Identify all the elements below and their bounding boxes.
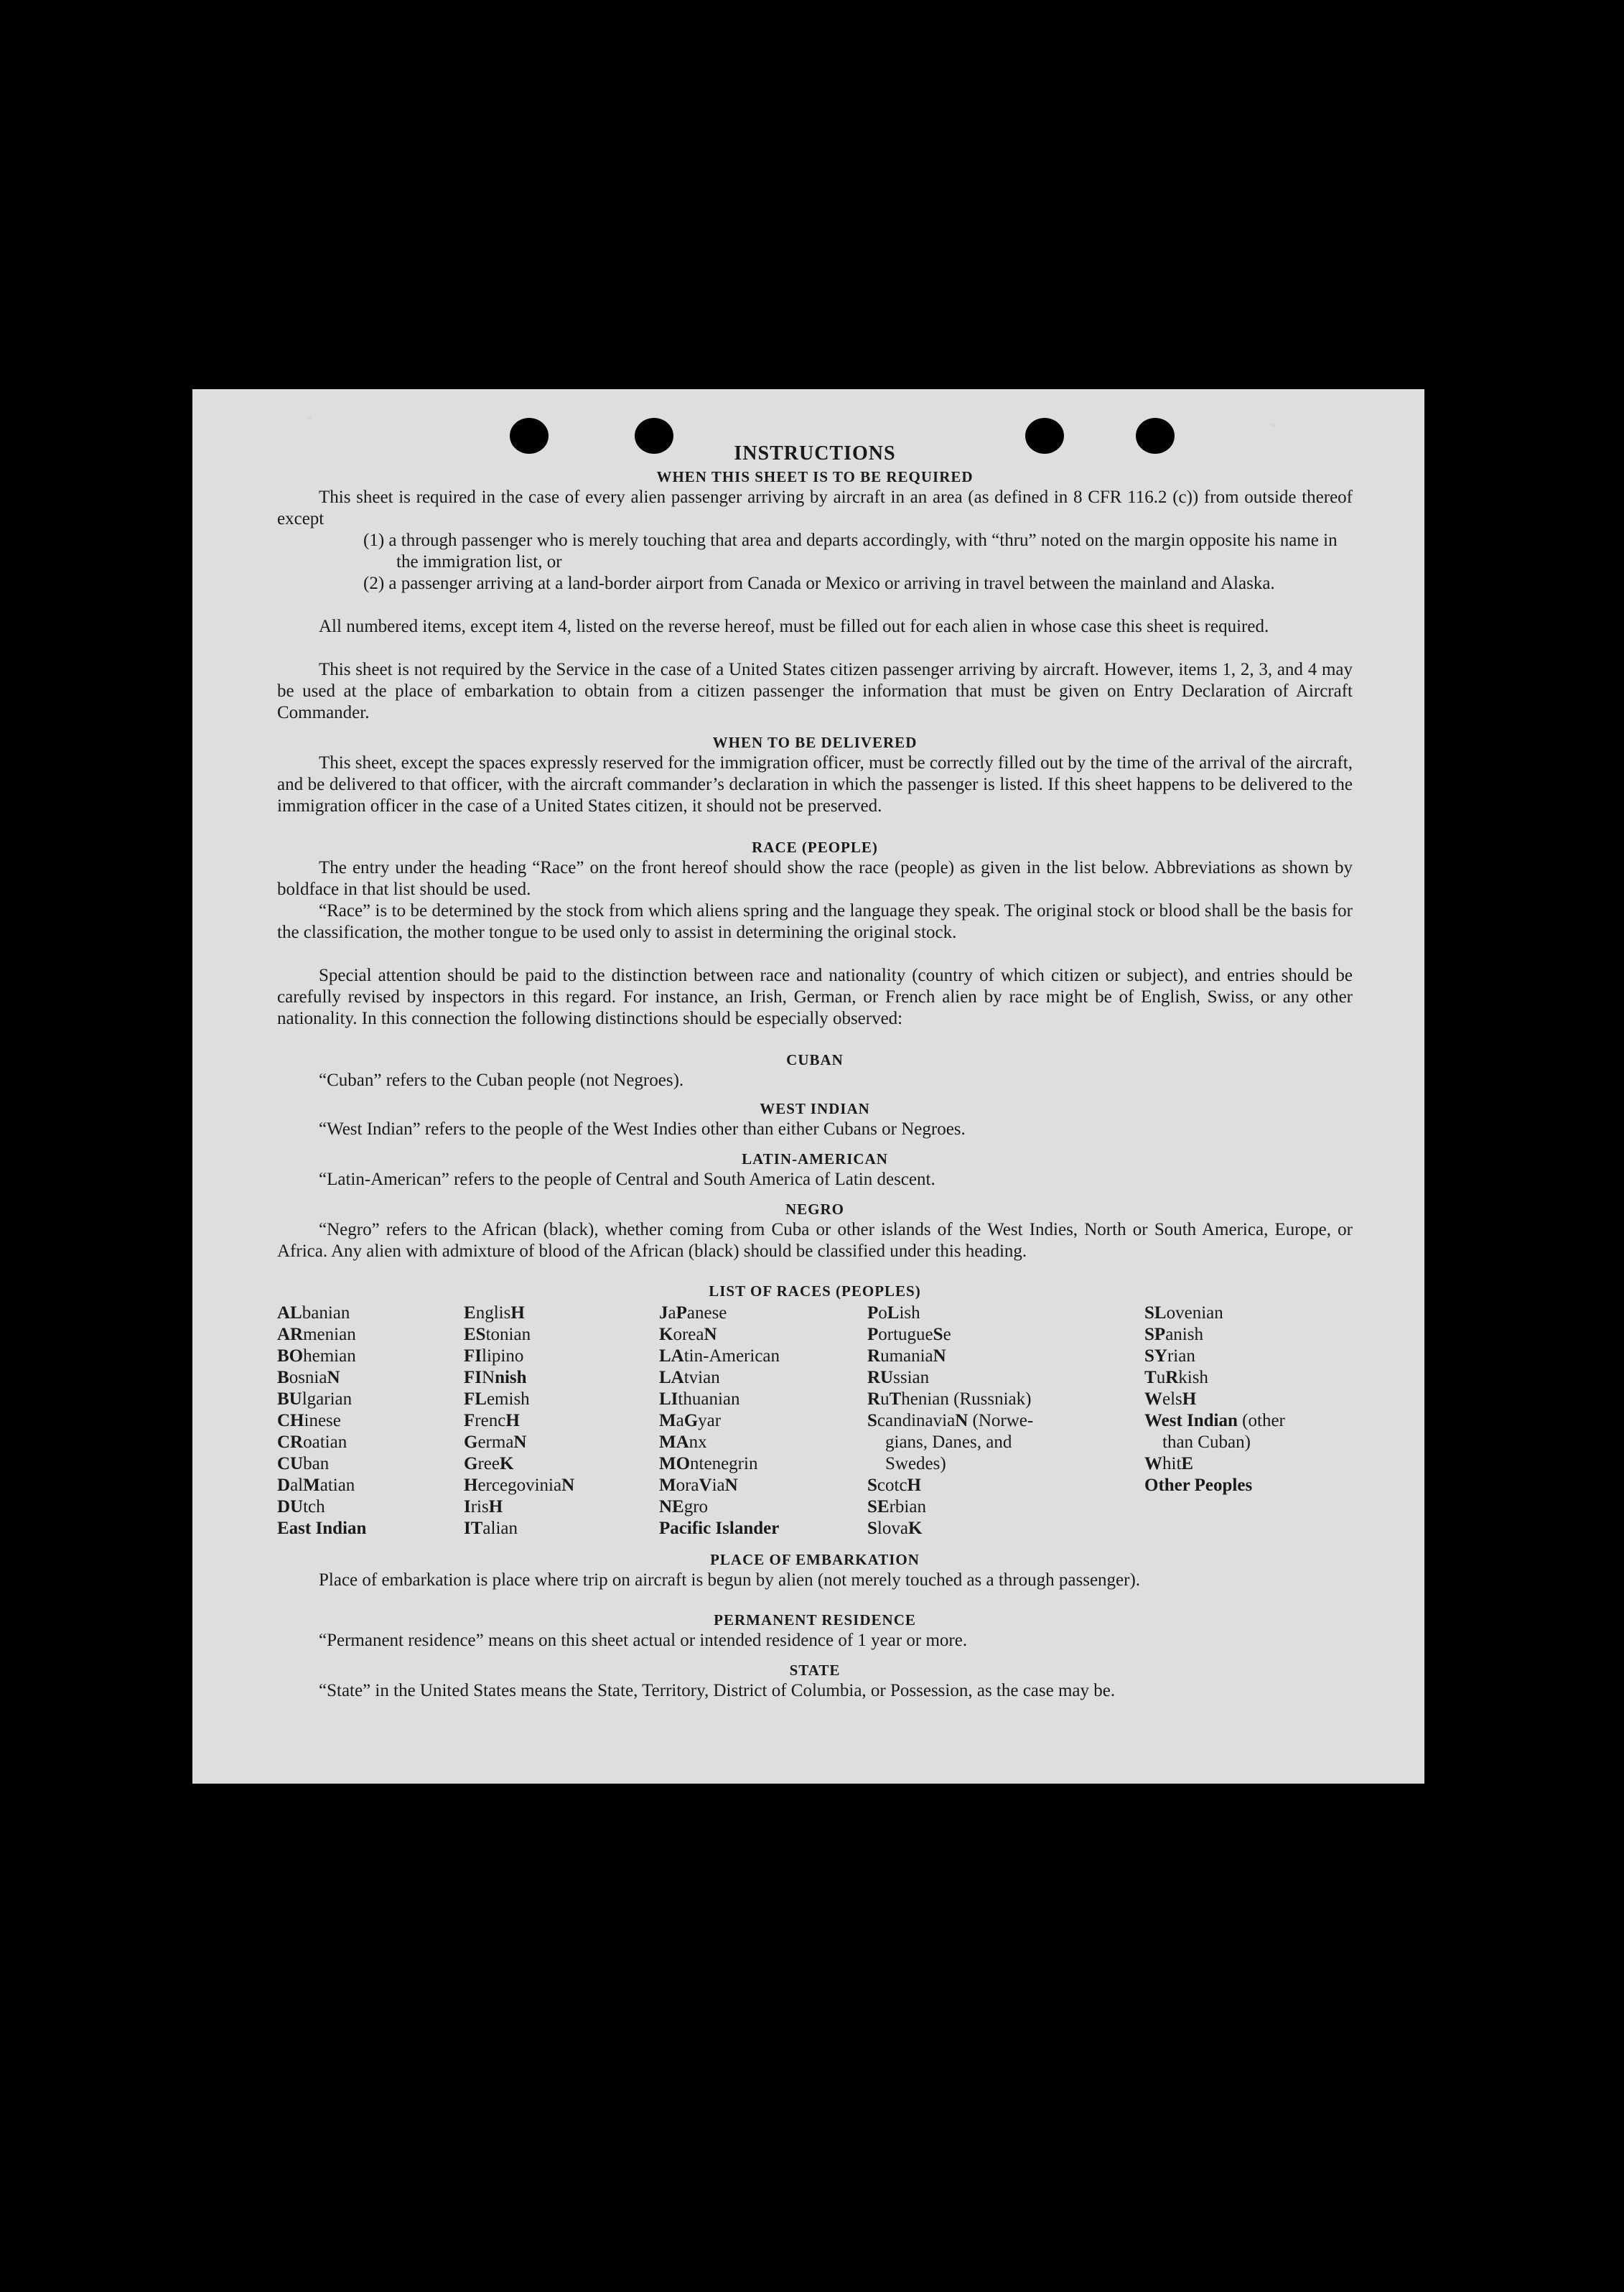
race-entry: [867, 1410, 1033, 1432]
race-abbreviation: K: [659, 1325, 673, 1344]
race-abbreviation: G: [464, 1454, 478, 1473]
race-abbreviation: G: [464, 1432, 478, 1452]
race-entry: [659, 1346, 780, 1367]
race-text: u: [880, 1389, 890, 1409]
permanent-residence-text: “Permanent residence” means on this sheet actual or intended residence of 1 year or more.: [319, 1631, 968, 1650]
race-text: umania: [880, 1346, 933, 1366]
race-abbreviation: R: [1165, 1368, 1179, 1387]
race-text: ercegovinia: [477, 1476, 562, 1495]
races-column-2: [464, 1303, 574, 1539]
race-text: candinavia: [877, 1411, 956, 1430]
race-abbreviation: H: [510, 1303, 525, 1323]
race-entry: [277, 1389, 366, 1410]
west-indian-text: “West Indian” refers to the people of the West Indies other than either Cubans or Negroes.: [319, 1119, 966, 1139]
race-entry: [464, 1324, 574, 1346]
race-abbreviation: RU: [867, 1368, 894, 1387]
race-entry: [867, 1432, 1033, 1453]
race-entry: [277, 1346, 366, 1367]
race-entry: [867, 1324, 1033, 1346]
race-text: (other: [1237, 1411, 1285, 1430]
race-text: nx: [689, 1432, 707, 1452]
race-abbreviation: N: [933, 1346, 946, 1366]
race-text: menian: [303, 1325, 356, 1344]
race-entry: [659, 1410, 780, 1432]
race-text: inese: [304, 1411, 341, 1430]
race-entry: [867, 1303, 1033, 1324]
race-abbreviation: H: [464, 1476, 478, 1495]
race-text: erma: [477, 1432, 514, 1452]
race-entry: [464, 1367, 574, 1389]
race-abbreviation: BO: [277, 1346, 304, 1366]
races-column-5: [1144, 1303, 1285, 1496]
race-abbreviation: G: [683, 1411, 699, 1430]
race-text: lova: [877, 1519, 908, 1538]
race-text: nglis: [475, 1303, 511, 1323]
race-text: osnia: [289, 1368, 327, 1387]
race-paragraph-3: Special attention should be paid to the distinction between race and nationality (country of which citizen or subject), and entries should be carefully revised by inspectors in this regard. For instance, an Irish, German, or French alien by race might be of English, Swiss, or any other nationality. In this connection the following distinctions should be especially observed:: [277, 966, 1353, 1028]
embarkation-text: Place of embarkation is place where trip on aircraft is begun by alien (not merely touched as a through passenger).: [319, 1570, 1141, 1590]
race-text: hemian: [303, 1346, 356, 1366]
race-text: ntenegrin: [690, 1454, 758, 1473]
race-abbreviation: P: [676, 1303, 687, 1323]
race-abbreviation: AR: [277, 1325, 304, 1344]
race-entry: [867, 1453, 1033, 1475]
race-entry: [464, 1346, 574, 1367]
race-entry: [659, 1367, 780, 1389]
heading-race: RACE (PEOPLE): [752, 839, 878, 856]
race-entry: [277, 1432, 366, 1453]
race-text: ssian: [893, 1368, 930, 1387]
race-entry: [1144, 1475, 1285, 1496]
race-abbreviation: K: [907, 1519, 923, 1538]
race-entry: [1144, 1324, 1285, 1346]
race-entry: [1144, 1389, 1285, 1410]
race-entry: [1144, 1303, 1285, 1324]
race-entry: [659, 1453, 780, 1475]
race-entry: [277, 1410, 366, 1432]
when-required-intro: This sheet is required in the case of every alien passenger arriving by aircraft in an area (as defined in 8 CFR 116.2 (c)) from outside thereof except: [277, 488, 1353, 528]
race-abbreviation: AL: [277, 1303, 302, 1323]
race-abbreviation: E: [1181, 1454, 1194, 1473]
heading-cuban: CUBAN: [786, 1051, 844, 1068]
race-entry: [659, 1432, 780, 1453]
race-text: lgarian: [302, 1389, 353, 1409]
race-abbreviation: SL: [1144, 1303, 1167, 1323]
race-abbreviation: NE: [659, 1497, 684, 1517]
races-column-1: [277, 1303, 366, 1539]
race-paragraph-2: “Race” is to be determined by the stock from which aliens spring and the language they speak. The original stock or blood shall be the basis for the classification, the mother tongue to be used only to assist in determining the original stock.: [277, 901, 1353, 942]
heading-when-required: WHEN THIS SHEET IS TO BE REQUIRED: [656, 468, 974, 485]
race-abbreviation: T: [889, 1389, 902, 1409]
race-entry: [277, 1303, 366, 1324]
citizen-paragraph: This sheet is not required by the Service in the case of a United States citizen passenger arriving by aircraft. However, items 1, 2, 3, and 4 may be used at the place of embarkation to obtain from a citizen passenger the information that must be given on Entry Declaration of Aircraft Commander.: [277, 660, 1353, 722]
race-entry: [464, 1475, 574, 1496]
race-text: gro: [683, 1497, 709, 1517]
race-entry: [659, 1324, 780, 1346]
race-entry: [659, 1303, 780, 1324]
race-text: atian: [319, 1476, 355, 1495]
heading-west-indian: WEST INDIAN: [760, 1100, 870, 1117]
race-text: tin-American: [683, 1346, 780, 1366]
race-text: anese: [686, 1303, 727, 1323]
race-entry: [277, 1453, 366, 1475]
race-entry: [464, 1410, 574, 1432]
race-entry: [1144, 1410, 1285, 1432]
race-abbreviation: N: [513, 1432, 527, 1452]
race-entry: [277, 1496, 366, 1518]
race-text: cotc: [877, 1476, 907, 1495]
race-abbreviation: M: [303, 1476, 320, 1495]
race-abbreviation: CU: [277, 1454, 304, 1473]
race-abbreviation: Other Peoples: [1144, 1476, 1253, 1495]
race-text: N: [482, 1368, 495, 1387]
race-text: orea: [673, 1325, 704, 1344]
race-text: Swedes): [867, 1454, 946, 1473]
race-entry: [867, 1475, 1033, 1496]
race-text: els: [1162, 1389, 1182, 1409]
race-abbreviation: East Indian: [277, 1519, 367, 1538]
race-abbreviation: BU: [277, 1389, 302, 1409]
race-entry: [464, 1496, 574, 1518]
scan-mark: [307, 416, 312, 420]
race-entry: [1144, 1346, 1285, 1367]
race-text: alian: [482, 1519, 518, 1538]
race-text: u: [1156, 1368, 1166, 1387]
race-text: rbian: [889, 1497, 926, 1517]
race-text: a: [676, 1411, 684, 1430]
race-text: ban: [303, 1454, 330, 1473]
race-text: tvian: [683, 1368, 720, 1387]
race-text: anish: [1165, 1325, 1203, 1344]
race-entry: [464, 1389, 574, 1410]
race-abbreviation: N: [724, 1476, 738, 1495]
race-text: (Norwe-: [968, 1411, 1034, 1430]
race-text: ris: [470, 1497, 489, 1517]
race-entry: [1144, 1432, 1285, 1453]
race-abbreviation: P: [867, 1303, 879, 1323]
race-abbreviation: L: [887, 1303, 900, 1323]
race-text: e: [943, 1325, 951, 1344]
race-entry: [464, 1303, 574, 1324]
race-text: kish: [1178, 1368, 1208, 1387]
race-abbreviation: V: [699, 1476, 712, 1495]
when-delivered-text: This sheet, except the spaces expressly reserved for the immigration officer, must be correctly filled out by the time of the arrival of the aircraft, and be delivered to that officer, with the aircraft commander’s declaration in which the passenger is listed. If this sheet happens to be delivered to the immigration officer in the case of a United States citizen, it should not be preserved.: [277, 753, 1353, 816]
race-abbreviation: S: [933, 1325, 943, 1344]
race-abbreviation: S: [867, 1476, 877, 1495]
race-text: lipino: [482, 1346, 524, 1366]
race-text: emish: [486, 1389, 530, 1409]
race-abbreviation: H: [907, 1476, 921, 1495]
race-entry: [867, 1518, 1033, 1539]
race-text: ora: [676, 1476, 699, 1495]
race-abbreviation: SP: [1144, 1325, 1166, 1344]
numbered-items-paragraph: All numbered items, except item 4, listed on the reverse hereof, must be filled out for each alien in whose case this sheet is required.: [319, 617, 1269, 636]
race-text: tch: [303, 1497, 325, 1517]
race-abbreviation: W: [1144, 1454, 1162, 1473]
race-entry: [1144, 1367, 1285, 1389]
race-abbreviation: West Indian: [1144, 1411, 1238, 1430]
race-text: rian: [1167, 1346, 1195, 1366]
race-abbreviation: I: [464, 1497, 471, 1517]
heading-negro: NEGRO: [785, 1201, 844, 1218]
race-entry: [659, 1518, 780, 1539]
race-text: yar: [698, 1411, 722, 1430]
race-text: o: [878, 1303, 887, 1323]
races-column-3: [659, 1303, 780, 1539]
heading-permanent-residence: PERMANENT RESIDENCE: [714, 1611, 916, 1629]
race-abbreviation: H: [505, 1411, 520, 1430]
race-entry: [659, 1389, 780, 1410]
race-abbreviation: MO: [659, 1454, 691, 1473]
race-text: ish: [899, 1303, 920, 1323]
race-text: hit: [1162, 1454, 1182, 1473]
race-abbreviation: W: [1144, 1389, 1162, 1409]
exception-item-1: (1) a through passenger who is merely touching that area and departs accordingly, with “thru” noted on the margin opposite his name in the immigration list, or: [363, 531, 1338, 572]
latin-american-text: “Latin-American” refers to the people of Central and South America of Latin descent.: [319, 1170, 935, 1189]
race-entry: [277, 1518, 366, 1539]
race-abbreviation: LI: [659, 1389, 678, 1409]
race-abbreviation: N: [561, 1476, 575, 1495]
race-abbreviation: FI: [464, 1368, 482, 1387]
race-text: henian (Russniak): [901, 1389, 1032, 1409]
race-abbreviation: S: [867, 1519, 877, 1538]
race-abbreviation: DU: [277, 1497, 304, 1517]
race-abbreviation: ES: [464, 1325, 486, 1344]
race-text: ovenian: [1166, 1303, 1223, 1323]
page-title: INSTRUCTIONS: [734, 442, 896, 465]
race-abbreviation: R: [867, 1346, 881, 1366]
race-abbreviation: MA: [659, 1432, 689, 1452]
race-entry: [867, 1496, 1033, 1518]
race-abbreviation: CH: [277, 1411, 304, 1430]
race-text: oatian: [303, 1432, 347, 1452]
race-abbreviation: H: [488, 1497, 503, 1517]
race-entry: [464, 1432, 574, 1453]
race-abbreviation: Pacific Islander: [659, 1519, 780, 1538]
race-abbreviation: nish: [495, 1368, 527, 1387]
race-abbreviation: D: [277, 1476, 291, 1495]
race-abbreviation: R: [867, 1389, 881, 1409]
race-abbreviation: B: [277, 1368, 289, 1387]
race-entry: [1144, 1453, 1285, 1475]
race-entry: [659, 1496, 780, 1518]
race-abbreviation: LA: [659, 1346, 684, 1366]
race-abbreviation: SE: [867, 1497, 890, 1517]
document-sheet: [192, 389, 1424, 1784]
race-entry: [867, 1346, 1033, 1367]
scan-mark: [1271, 424, 1275, 427]
race-text: ree: [477, 1454, 500, 1473]
race-abbreviation: FL: [464, 1389, 487, 1409]
race-text: banian: [302, 1303, 350, 1323]
cuban-text: “Cuban” refers to the Cuban people (not Negroes).: [319, 1071, 684, 1090]
heading-latin-american: LATIN-AMERICAN: [742, 1150, 888, 1168]
race-abbreviation: E: [464, 1303, 476, 1323]
race-abbreviation: N: [704, 1325, 717, 1344]
heading-state: STATE: [789, 1662, 841, 1679]
race-text: gians, Danes, and: [867, 1432, 1012, 1452]
heading-when-delivered: WHEN TO BE DELIVERED: [712, 734, 918, 751]
race-abbreviation: M: [659, 1476, 676, 1495]
race-text: ortugue: [878, 1325, 933, 1344]
race-text: al: [290, 1476, 304, 1495]
race-entry: [277, 1367, 366, 1389]
race-abbreviation: H: [1182, 1389, 1197, 1409]
race-entry: [659, 1475, 780, 1496]
race-abbreviation: FI: [464, 1346, 482, 1366]
heading-embarkation: PLACE OF EMBARKATION: [710, 1551, 920, 1568]
race-text: a: [668, 1303, 676, 1323]
negro-text: “Negro” refers to the African (black), whether coming from Cuba or other islands of the West Indies, North or South America, Europe, or Africa. Any alien with admixture of blood of the African (black) should be classified under this heading.: [277, 1220, 1353, 1261]
race-paragraph-1: The entry under the heading “Race” on the front hereof should show the race (people) as given in the list below. Abbreviations as shown by boldface in that list should be used.: [277, 858, 1353, 899]
race-abbreviation: N: [955, 1411, 969, 1430]
race-abbreviation: S: [867, 1411, 877, 1430]
race-abbreviation: SY: [1144, 1346, 1167, 1366]
race-abbreviation: J: [659, 1303, 668, 1323]
race-entry: [867, 1389, 1033, 1410]
race-abbreviation: CR: [277, 1432, 304, 1452]
race-abbreviation: M: [659, 1411, 676, 1430]
race-abbreviation: F: [464, 1411, 475, 1430]
heading-races-list: LIST OF RACES (PEOPLES): [709, 1282, 921, 1300]
race-abbreviation: K: [499, 1454, 514, 1473]
race-entry: [277, 1475, 366, 1496]
race-entry: [464, 1453, 574, 1475]
races-column-4: [867, 1303, 1033, 1539]
race-abbreviation: N: [327, 1368, 340, 1387]
race-text: tonian: [485, 1325, 531, 1344]
race-text: ia: [711, 1476, 725, 1495]
exception-item-2: (2) a passenger arriving at a land-border airport from Canada or Mexico or arriving in travel between the mainland and Alaska.: [363, 574, 1275, 593]
race-text: renc: [475, 1411, 506, 1430]
race-abbreviation: LA: [659, 1368, 684, 1387]
race-text: than Cuban): [1144, 1432, 1251, 1452]
race-entry: [464, 1518, 574, 1539]
race-abbreviation: IT: [464, 1519, 483, 1538]
race-abbreviation: P: [867, 1325, 879, 1344]
state-text: “State” in the United States means the State, Territory, District of Columbia, or Possession, as the case may be.: [319, 1681, 1116, 1700]
race-text: thuanian: [678, 1389, 740, 1409]
race-abbreviation: T: [1144, 1368, 1157, 1387]
race-entry: [277, 1324, 366, 1346]
race-entry: [867, 1367, 1033, 1389]
